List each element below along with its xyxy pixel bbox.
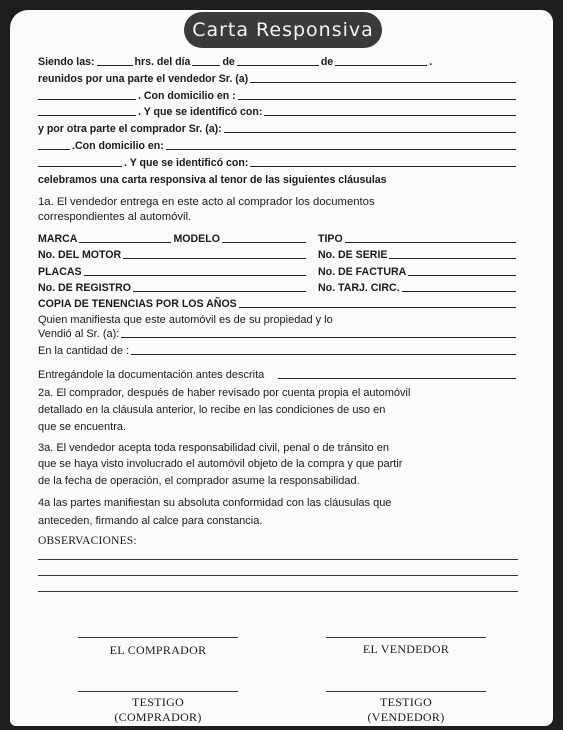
quien-manifiesta-text: Quien manifiesta que este automóvil es de su propiedad y lo xyxy=(38,314,333,326)
clause1-line2: correspondientes al automóvil. xyxy=(38,211,192,223)
testigo-vendedor-signature-line[interactable] xyxy=(326,691,486,692)
tarj-label: No. TARJ. CIRC. xyxy=(318,282,400,294)
testigo-comprador-signature-line[interactable] xyxy=(78,691,238,692)
testigo-comprador-role: (COMPRADOR) xyxy=(114,710,202,724)
serie-row xyxy=(318,247,518,261)
vendedor-address-cont-blank[interactable] xyxy=(38,114,136,116)
marca-blank[interactable] xyxy=(79,241,171,243)
clause2-line1: 2a. El comprador, después de haber revisado por cuenta propia el automóvil xyxy=(38,387,411,399)
registro-blank[interactable] xyxy=(133,290,306,292)
cantidad-label: En la cantidad de : xyxy=(38,345,130,357)
reunidos-label: reunidos por una parte el vendedor Sr. (a) xyxy=(38,73,249,85)
comprador-name-cont-blank[interactable] xyxy=(38,148,70,150)
tenencias-label: COPIA DE TENENCIAS POR LOS AÑOS xyxy=(38,298,237,310)
celebramos-text: celebramos una carta responsiva al tenor de las siguientes cláusulas xyxy=(38,174,387,186)
vendio-row xyxy=(38,326,518,340)
entregandole-label: Entregándole la documentación antes descrita xyxy=(38,369,265,381)
intro-line-identifico1 xyxy=(38,104,518,118)
marca-label: MARCA xyxy=(38,233,78,245)
observaciones-label: OBSERVACIONES: xyxy=(38,535,137,547)
clause2-line3: que se encuentra. xyxy=(38,421,127,433)
identifico-label-1: . Y que se identificó con: xyxy=(138,106,263,118)
placas-row xyxy=(38,264,308,278)
factura-row xyxy=(318,264,518,278)
serie-blank[interactable] xyxy=(389,257,516,259)
de-label-1: de xyxy=(222,56,235,68)
observaciones-line-1[interactable] xyxy=(38,559,518,560)
comprador-id-blank[interactable] xyxy=(250,165,516,167)
placas-label: PLACAS xyxy=(38,266,82,278)
clause4-line2: anteceden, firmando al calce para constancia. xyxy=(38,515,263,527)
testigo-label-2: TESTIGO xyxy=(379,695,433,709)
clause3-line1: 3a. El vendedor acepta toda responsabilidad civil, penal o de tránsito en xyxy=(38,442,390,454)
tipo-blank[interactable] xyxy=(345,241,516,243)
vendedor-signature-line[interactable] xyxy=(326,637,486,638)
vendedor-name-cont-blank[interactable] xyxy=(38,98,136,100)
vendedor-name-blank[interactable] xyxy=(250,81,516,83)
comprador-address-blank[interactable] xyxy=(166,148,516,150)
comprador-label: y por otra parte el comprador Sr. (a): xyxy=(38,123,222,135)
vendedor-signature-label: EL VENDEDOR xyxy=(362,642,450,656)
registro-label: No. DE REGISTRO xyxy=(38,282,131,294)
factura-blank[interactable] xyxy=(408,274,516,276)
identifico-label-2: . Y que se identificó con: xyxy=(124,157,249,169)
observaciones-line-3[interactable] xyxy=(38,591,518,592)
clause2-line2: detallado en la cláusula anterior, lo recibe en las condiciones de uso en xyxy=(38,404,386,416)
tarj-blank[interactable] xyxy=(402,290,516,292)
vendio-blank[interactable] xyxy=(121,336,516,338)
intro-line-identifico2 xyxy=(38,155,518,169)
intro-line-vendedor xyxy=(38,71,518,85)
registro-row xyxy=(38,280,308,294)
tipo-label: TIPO xyxy=(318,233,343,245)
comprador-signature-line[interactable] xyxy=(78,637,238,638)
testigo-vendedor-label xyxy=(316,695,496,725)
serie-label: No. DE SERIE xyxy=(318,249,388,261)
modelo-blank[interactable] xyxy=(222,241,306,243)
tenencias-blank[interactable] xyxy=(239,306,516,308)
day-blank[interactable] xyxy=(192,64,220,66)
document-title: Carta Responsiva xyxy=(184,12,382,48)
hour-blank[interactable] xyxy=(97,64,133,66)
testigo-label-1: TESTIGO xyxy=(131,695,185,709)
document-page xyxy=(10,10,553,726)
entregandole-blank[interactable] xyxy=(278,377,516,379)
clause1-line1: 1a. El vendedor entrega en este acto al comprador los documentos xyxy=(38,196,375,208)
marca-modelo-row xyxy=(38,231,308,245)
intro-line-comprador xyxy=(38,121,518,135)
motor-blank[interactable] xyxy=(123,257,306,259)
modelo-label: MODELO xyxy=(173,233,220,245)
month-blank[interactable] xyxy=(237,64,319,66)
placas-blank[interactable] xyxy=(84,274,306,276)
comprador-signature-label: EL COMPRADOR xyxy=(109,643,207,657)
clause3-line3: de la fecha de operación, el comprador asume la responsabilidad. xyxy=(38,475,360,487)
intro-line-time: Siendo las: hrs. del día de de . xyxy=(38,56,433,68)
con-domicilio-label-1: . Con domicilio en : xyxy=(138,90,236,102)
clause3-line2: que se haya visto involucrado el automóvil objeto de la compra y que partir xyxy=(38,458,403,470)
factura-label: No. DE FACTURA xyxy=(318,266,407,278)
cantidad-blank[interactable] xyxy=(131,353,516,355)
comprador-name-blank[interactable] xyxy=(224,131,516,133)
observaciones-line-2[interactable] xyxy=(38,575,518,576)
cantidad-row xyxy=(38,343,518,357)
testigo-comprador-label xyxy=(68,695,248,725)
tarj-row xyxy=(318,280,518,294)
tipo-row xyxy=(318,231,518,245)
vendedor-address-blank[interactable] xyxy=(238,98,516,100)
de-label-2: de xyxy=(320,56,334,68)
tenencias-row xyxy=(38,296,518,310)
siendo-las-label: Siendo las: xyxy=(38,56,95,68)
intro-line-domicilio2 xyxy=(38,138,518,152)
vendedor-id-blank[interactable] xyxy=(264,114,516,116)
intro-line-domicilio1 xyxy=(38,88,518,102)
vendio-label: Vendió al Sr. (a): xyxy=(38,328,120,340)
comprador-address-cont-blank[interactable] xyxy=(38,165,122,167)
hrs-dia-label: hrs. del día xyxy=(134,56,191,68)
motor-row xyxy=(38,247,308,261)
year-blank[interactable] xyxy=(335,64,427,66)
con-domicilio-label-2: .Con domicilio en: xyxy=(72,140,164,152)
motor-label: No. DEL MOTOR xyxy=(38,249,122,261)
testigo-vendedor-role: (VENDEDOR) xyxy=(367,710,445,724)
clause4-line1: 4a las partes manifiestan su absoluta conformidad con las cláusulas que xyxy=(38,497,392,509)
entregandole-row xyxy=(38,367,518,381)
